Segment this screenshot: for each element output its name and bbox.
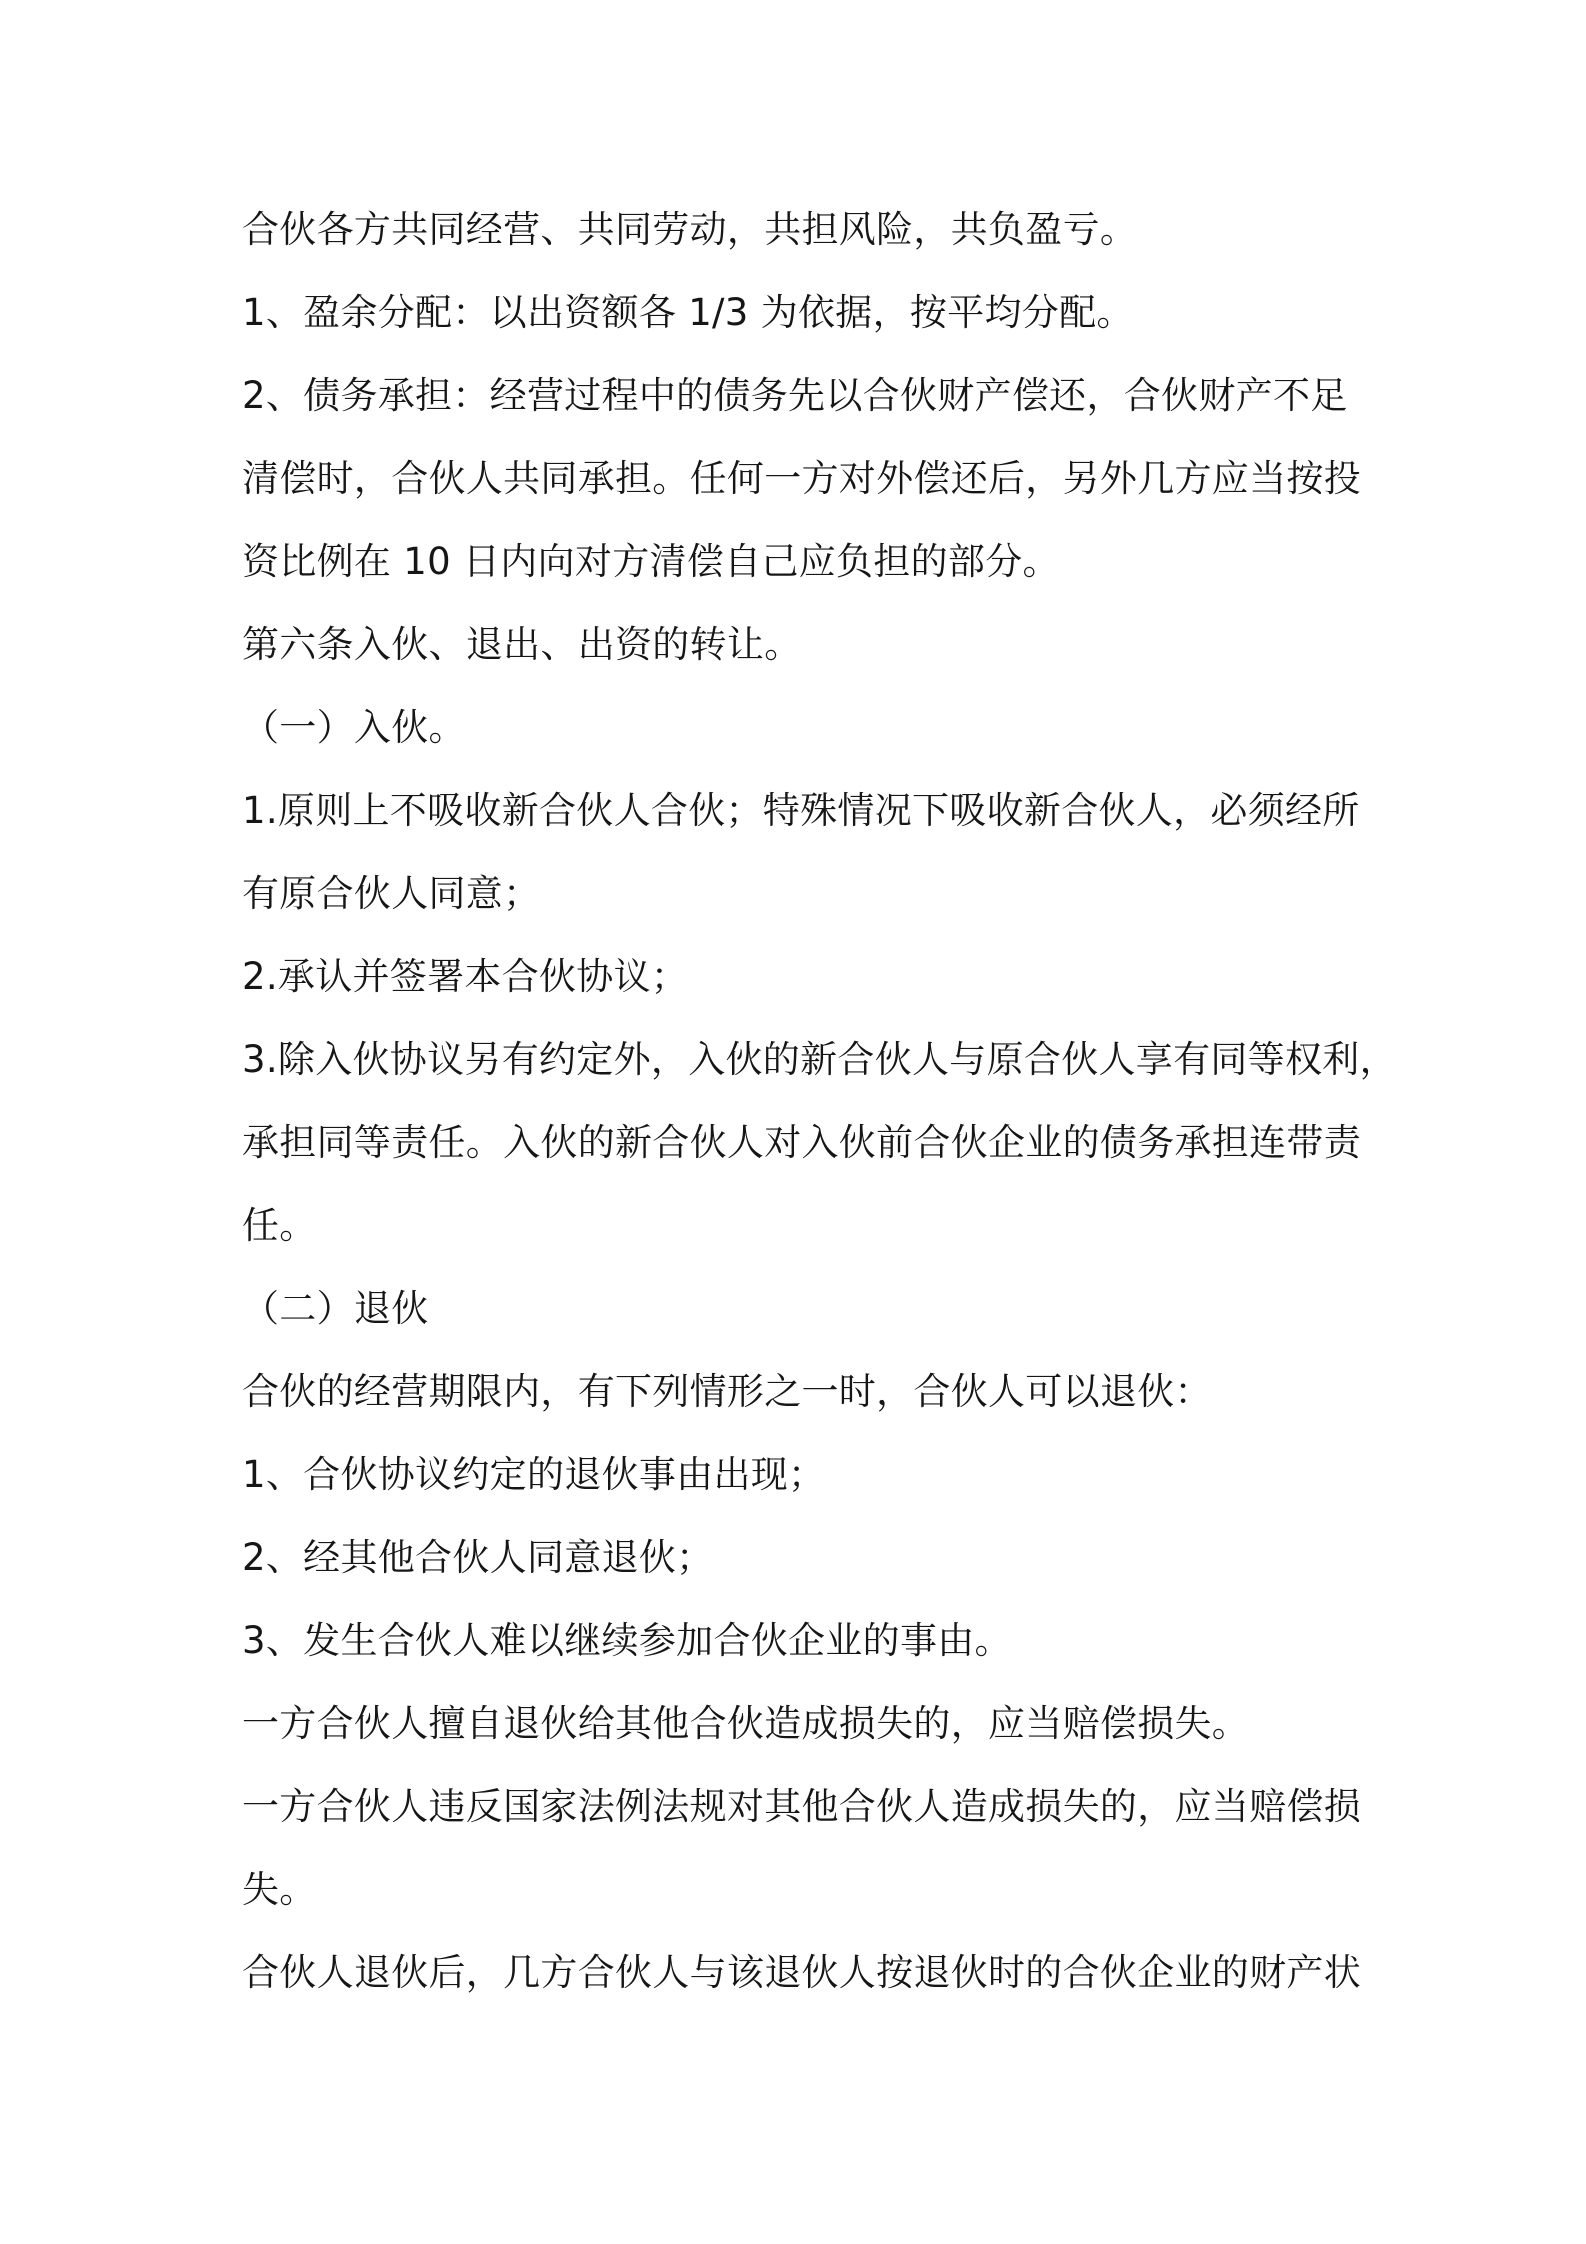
paragraph-line: 3、发生合伙人难以继续参加合伙企业的事由。 [242, 1619, 1012, 1662]
paragraph-line: 1、合伙协议约定的退伙事由出现； [242, 1453, 826, 1496]
paragraph-line: 资比例在 10 日内向对方清偿自己应负担的部分。 [242, 540, 1060, 583]
paragraph-line: 1.原则上不吸收新合伙人合伙；特殊情况下吸收新合伙人，必须经所 [242, 789, 1360, 832]
paragraph-line: 2.承认并签署本合伙协议； [242, 955, 689, 998]
paragraph-line: 清偿时，合伙人共同承担。任何一方对外偿还后，另外几方应当按投 [242, 457, 1361, 500]
paragraph-line: 有原合伙人同意； [242, 872, 541, 915]
paragraph-line: 合伙各方共同经营、共同劳动，共担风险，共负盈亏。 [242, 208, 1138, 251]
paragraph-line: 任。 [242, 1204, 317, 1247]
paragraph-line: 2、经其他合伙人同意退伙； [242, 1536, 714, 1579]
paragraph-line: 合伙的经营期限内，有下列情形之一时，合伙人可以退伙： [242, 1370, 1212, 1413]
paragraph-line: 失。 [242, 1868, 317, 1911]
subsection-heading: （一）入伙。 [242, 706, 466, 749]
paragraph-line: 1、盈余分配：以出资额各 1/3 为依据，按平均分配。 [242, 291, 1134, 334]
paragraph-line: 一方合伙人擅自退伙给其他合伙造成损失的，应当赔偿损失。 [242, 1702, 1250, 1745]
section-heading: 第六条入伙、退出、出资的转让。 [242, 623, 802, 666]
subsection-heading: （二）退伙 [242, 1287, 429, 1330]
paragraph-line: 一方合伙人违反国家法例法规对其他合伙人造成损失的，应当赔偿损 [242, 1785, 1361, 1828]
paragraph-line: 2、债务承担：经营过程中的债务先以合伙财产偿还，合伙财产不足 [242, 374, 1348, 417]
paragraph-line: 3.除入伙协议另有约定外，入伙的新合伙人与原合伙人享有同等权利， [242, 1038, 1397, 1081]
paragraph-line: 承担同等责任。入伙的新合伙人对入伙前合伙企业的债务承担连带责 [242, 1121, 1361, 1164]
paragraph-line: 合伙人退伙后，几方合伙人与该退伙人按退伙时的合伙企业的财产状 [242, 1951, 1361, 1994]
